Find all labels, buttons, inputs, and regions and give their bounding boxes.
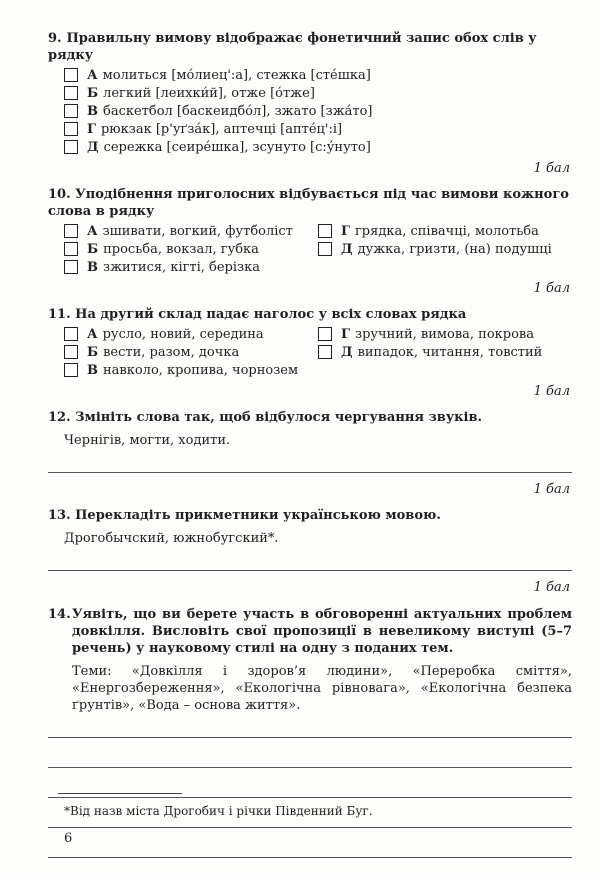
answer-checkbox[interactable] bbox=[64, 345, 78, 359]
page-number: 6 bbox=[64, 831, 73, 846]
score-label: 1 бал bbox=[533, 482, 570, 497]
option-letter: Г bbox=[341, 326, 350, 342]
answer-line[interactable] bbox=[48, 856, 572, 858]
option-v bbox=[48, 361, 318, 379]
question-number: 14. bbox=[48, 607, 71, 622]
option-letter: Б bbox=[87, 241, 99, 257]
question-number: 12. bbox=[48, 410, 71, 425]
option-text: легкий [леихки́й], отже [о́тже] bbox=[103, 85, 315, 101]
option-h bbox=[318, 325, 572, 343]
question-14 bbox=[48, 606, 572, 858]
option-h bbox=[318, 222, 572, 240]
answer-line[interactable] bbox=[48, 471, 572, 473]
option-a bbox=[48, 325, 318, 343]
question-text: Перекладіть прикметники українською мовою. bbox=[75, 508, 441, 523]
answer-checkbox[interactable] bbox=[64, 68, 78, 82]
option-d bbox=[318, 240, 572, 258]
option-letter: Б bbox=[87, 344, 99, 360]
question-11-title bbox=[48, 306, 572, 323]
task-words: Дрогобычский, южнобугский*. bbox=[64, 531, 279, 546]
option-text: просьба, вокзал, губка bbox=[103, 241, 259, 257]
score-label: 1 бал bbox=[533, 384, 570, 399]
question-text: Уявіть, що ви берете участь в обговоренні актуальних проблем довкілля. Висловіть свої пропозиції в невеликому виступі (5–7 речень) у науковому стилі на одну з поданих тем. bbox=[72, 607, 572, 656]
option-letter: В bbox=[87, 362, 98, 378]
answer-checkbox[interactable] bbox=[64, 327, 78, 341]
option-a bbox=[48, 222, 318, 240]
question-10 bbox=[48, 186, 572, 297]
option-letter: Д bbox=[341, 241, 353, 257]
essay-topics: Теми: «Довкілля і здоров’я людини», «Переробка сміття», «Енергозбереження», «Екологічна рівновага», «Екологічна безпека ґрунтів», «Вода – основа життя». bbox=[72, 664, 572, 713]
option-letter: Г bbox=[87, 121, 96, 137]
option-text: грядка, співачці, молотьба bbox=[354, 223, 539, 239]
task-words: Чернігів, могти, ходити. bbox=[64, 433, 231, 448]
answer-line[interactable] bbox=[48, 826, 572, 828]
question-10-title bbox=[48, 186, 572, 220]
question-text: Правильну вимову відображає фонетичний запис обох слів у рядку bbox=[48, 31, 537, 63]
question-12 bbox=[48, 409, 572, 498]
question-number: 13. bbox=[48, 508, 71, 523]
answer-line[interactable] bbox=[48, 766, 572, 768]
footnote: *Від назв міста Дрогобич і річки Південний Буг. bbox=[64, 804, 373, 818]
option-v bbox=[48, 258, 318, 276]
option-letter: А bbox=[87, 326, 98, 342]
option-letter: В bbox=[87, 259, 98, 275]
question-text: На другий склад падає наголос у всіх словах рядка bbox=[75, 307, 467, 322]
option-b bbox=[48, 343, 318, 361]
question-number: 9. bbox=[48, 31, 62, 46]
answer-line[interactable] bbox=[48, 569, 572, 571]
option-letter: Б bbox=[87, 85, 99, 101]
option-text: випадок, читання, товстий bbox=[357, 344, 543, 360]
answer-checkbox[interactable] bbox=[64, 122, 78, 136]
option-letter: Д bbox=[341, 344, 353, 360]
question-13-title bbox=[48, 507, 572, 524]
option-b bbox=[48, 84, 572, 102]
footnote-divider bbox=[58, 793, 182, 794]
score-label: 1 бал bbox=[533, 281, 570, 296]
option-letter: Д bbox=[87, 139, 99, 155]
option-text: баскетбол [баскеидбо́л], зжато [зжа́то] bbox=[103, 103, 373, 119]
answer-checkbox[interactable] bbox=[64, 86, 78, 100]
score-label: 1 бал bbox=[533, 161, 570, 176]
question-9 bbox=[48, 30, 572, 177]
option-text: зжитися, кігті, берізка bbox=[103, 259, 260, 275]
answer-checkbox[interactable] bbox=[318, 224, 332, 238]
answer-checkbox[interactable] bbox=[64, 224, 78, 238]
option-a bbox=[48, 66, 572, 84]
option-text: русло, новий, середина bbox=[102, 326, 264, 342]
question-11 bbox=[48, 306, 572, 400]
option-text: зручний, вимова, покрова bbox=[354, 326, 534, 342]
option-text: рюкзак [р'уґза́к], аптечці [апте́ц':і] bbox=[100, 121, 343, 137]
answer-checkbox[interactable] bbox=[318, 345, 332, 359]
question-number: 10. bbox=[48, 187, 71, 202]
answer-checkbox[interactable] bbox=[64, 363, 78, 377]
answer-line[interactable] bbox=[48, 736, 572, 738]
question-text: Уподібнення приголосних відбувається під час вимови кожного слова в рядку bbox=[48, 187, 569, 219]
option-h bbox=[48, 120, 572, 138]
option-letter: А bbox=[87, 223, 98, 239]
question-number: 11. bbox=[48, 307, 71, 322]
answer-checkbox[interactable] bbox=[318, 242, 332, 256]
option-text: зшивати, вогкий, футболіст bbox=[102, 223, 293, 239]
question-9-title bbox=[48, 30, 572, 64]
worksheet-page bbox=[48, 30, 572, 858]
question-13 bbox=[48, 507, 572, 596]
question-12-title bbox=[48, 409, 572, 426]
question-14-title bbox=[48, 606, 572, 657]
option-letter: В bbox=[87, 103, 98, 119]
option-text: молиться [мо́лиец':а], стежка [сте́шка] bbox=[102, 67, 371, 83]
option-letter: А bbox=[87, 67, 98, 83]
answer-checkbox[interactable] bbox=[64, 242, 78, 256]
answer-checkbox[interactable] bbox=[64, 104, 78, 118]
answer-checkbox[interactable] bbox=[64, 140, 78, 154]
option-text: вести, разом, дочка bbox=[103, 344, 240, 360]
option-text: навколо, кропива, чорнозем bbox=[103, 362, 299, 378]
score-label: 1 бал bbox=[533, 580, 570, 595]
option-b bbox=[48, 240, 318, 258]
option-letter: Г bbox=[341, 223, 350, 239]
question-text: Змініть слова так, щоб відбулося чергування звуків. bbox=[75, 410, 483, 425]
option-d bbox=[48, 138, 572, 156]
answer-checkbox[interactable] bbox=[318, 327, 332, 341]
answer-line[interactable] bbox=[48, 796, 572, 798]
answer-checkbox[interactable] bbox=[64, 260, 78, 274]
option-v bbox=[48, 102, 572, 120]
option-text: сережка [сеире́шка], зсунуто [с:у́нуто] bbox=[103, 139, 371, 155]
option-d bbox=[318, 343, 572, 361]
option-text: дужка, гризти, (на) подушці bbox=[357, 241, 552, 257]
